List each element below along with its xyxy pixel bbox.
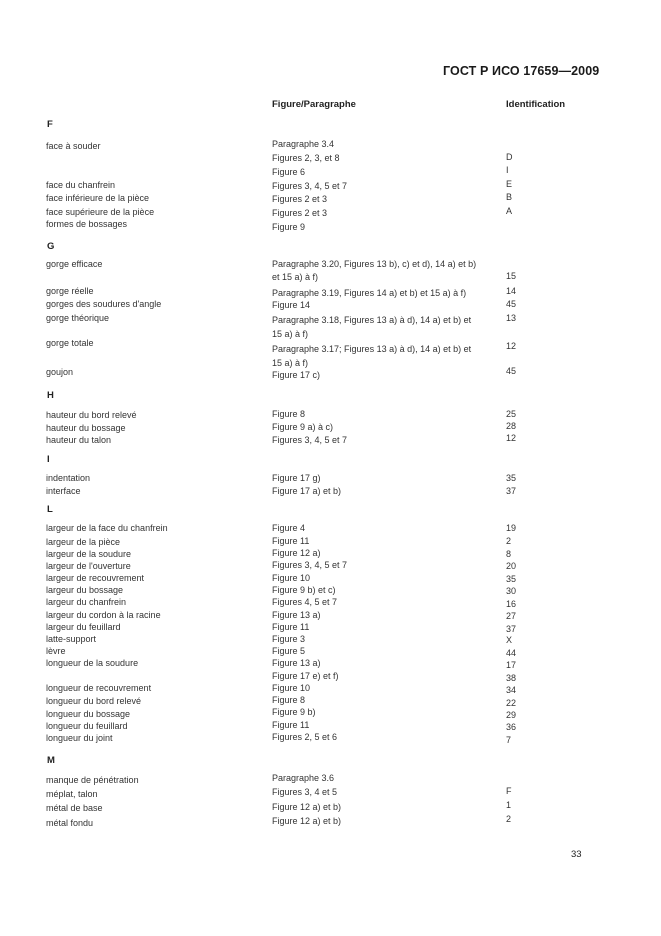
index-identification: 15 xyxy=(506,271,517,281)
index-identification: 7 xyxy=(506,735,512,745)
index-term: longueur du bossage xyxy=(46,709,131,719)
index-reference: 15 a) à f) xyxy=(272,329,309,339)
index-identification: 12 xyxy=(506,433,517,443)
index-term: formes de bossages xyxy=(46,219,128,229)
index-reference: Figure 9 b) et c) xyxy=(272,585,336,595)
index-reference: Paragraphe 3.17; Figures 13 a) à d), 14 a) et b) et xyxy=(272,344,472,354)
index-identification: E xyxy=(506,179,513,189)
index-identification: B xyxy=(506,192,513,202)
index-reference: Figure 12 a) xyxy=(272,548,321,558)
index-reference: Figure 6 xyxy=(272,167,306,177)
index-term: largeur du bossage xyxy=(46,585,124,595)
index-identification: 29 xyxy=(506,710,517,720)
index-term: longueur du bord relevé xyxy=(46,696,142,706)
index-identification: 27 xyxy=(506,611,517,621)
index-identification: 28 xyxy=(506,421,517,431)
index-reference: Figure 11 xyxy=(272,720,310,730)
index-identification: F xyxy=(506,786,512,796)
section-letter: G xyxy=(47,241,55,252)
index-reference: Figure 12 a) et b) xyxy=(272,816,342,826)
index-identification: 12 xyxy=(506,341,517,351)
index-identification: 8 xyxy=(506,549,512,559)
page-number: 33 xyxy=(571,849,582,860)
index-term: indentation xyxy=(46,473,91,483)
index-term: métal de base xyxy=(46,803,103,813)
index-identification: 37 xyxy=(506,624,517,634)
index-identification: 25 xyxy=(506,409,517,419)
index-term: gorge réelle xyxy=(46,286,94,296)
index-identification: D xyxy=(506,152,513,162)
index-identification: 35 xyxy=(506,574,517,584)
index-identification: I xyxy=(506,165,509,175)
index-identification: 22 xyxy=(506,698,517,708)
index-reference: Figure 13 a) xyxy=(272,658,321,668)
index-identification: 2 xyxy=(506,536,512,546)
index-reference: Figures 4, 5 et 7 xyxy=(272,597,338,607)
index-identification: 2 xyxy=(506,814,512,824)
index-reference: Figure 3 xyxy=(272,634,306,644)
index-term: goujon xyxy=(46,367,74,377)
index-reference: Figure 11 xyxy=(272,536,310,546)
section-letter: I xyxy=(47,454,50,465)
index-reference: Figure 14 xyxy=(272,300,311,310)
index-term: face du chanfrein xyxy=(46,180,116,190)
column-header-identification: Identification xyxy=(506,99,566,110)
index-identification: 14 xyxy=(506,286,517,296)
index-term: latte-support xyxy=(46,634,97,644)
index-term: largeur du cordon à la racine xyxy=(46,610,161,620)
index-term: largeur du feuillard xyxy=(46,622,121,632)
index-identification: 45 xyxy=(506,366,517,376)
index-term: lèvre xyxy=(46,646,66,656)
index-term: face inférieure de la pièce xyxy=(46,193,150,203)
section-letter: M xyxy=(47,755,55,766)
index-term: largeur de la pièce xyxy=(46,537,121,547)
index-reference: Paragraphe 3.18, Figures 13 a) à d), 14 a) et b) et xyxy=(272,315,472,325)
index-reference: Figures 3, 4 et 5 xyxy=(272,787,338,797)
index-term: interface xyxy=(46,486,81,496)
index-reference: Figure 12 a) et b) xyxy=(272,802,342,812)
index-identification: X xyxy=(506,635,513,645)
index-term: largeur de la face du chanfrein xyxy=(46,523,168,533)
index-reference: Figure 17 e) et f) xyxy=(272,671,339,681)
index-reference: Figure 17 g) xyxy=(272,473,321,483)
index-reference: Paragraphe 3.19, Figures 14 a) et b) et 15 a) à f) xyxy=(272,288,467,298)
index-identification: 13 xyxy=(506,313,517,323)
index-reference: et 15 a) à f) xyxy=(272,272,319,282)
index-identification: 35 xyxy=(506,473,517,483)
index-reference: Figure 8 xyxy=(272,695,306,705)
index-term: hauteur du bossage xyxy=(46,423,126,433)
index-term: largeur de l'ouverture xyxy=(46,561,131,571)
index-identification: 17 xyxy=(506,660,517,670)
index-reference: Figure 4 xyxy=(272,523,306,533)
index-reference: Figure 9 xyxy=(272,222,306,232)
index-identification: 16 xyxy=(506,599,517,609)
index-term: méplat, talon xyxy=(46,789,98,799)
index-term: manque de pénétration xyxy=(46,775,139,785)
index-identification: 19 xyxy=(506,523,517,533)
index-reference: Figure 9 b) xyxy=(272,707,316,717)
index-reference: Paragraphe 3.6 xyxy=(272,773,335,783)
index-reference: 15 a) à f) xyxy=(272,358,309,368)
index-term: longueur de la soudure xyxy=(46,658,139,668)
section-letter: H xyxy=(47,390,54,401)
index-term: face à souder xyxy=(46,141,101,151)
index-identification: 30 xyxy=(506,586,517,596)
index-identification: 20 xyxy=(506,561,517,571)
index-term: métal fondu xyxy=(46,818,94,828)
index-term: largeur de recouvrement xyxy=(46,573,145,583)
index-reference: Figures 3, 4, 5 et 7 xyxy=(272,435,348,445)
index-reference: Figures 3, 4, 5 et 7 xyxy=(272,181,348,191)
index-reference: Figures 2, 5 et 6 xyxy=(272,732,338,742)
index-term: gorge théorique xyxy=(46,313,110,323)
index-term: hauteur du bord relevé xyxy=(46,410,137,420)
index-identification: 34 xyxy=(506,685,517,695)
index-reference: Figure 10 xyxy=(272,573,311,583)
index-identification: 1 xyxy=(506,800,512,810)
document-title: ГОСТ Р ИСО 17659—2009 xyxy=(443,64,600,78)
column-header-reference: Figure/Paragraphe xyxy=(272,99,356,110)
index-reference: Figures 2 et 3 xyxy=(272,208,328,218)
index-term: gorge efficace xyxy=(46,259,103,269)
index-reference: Figure 17 c) xyxy=(272,370,321,380)
index-reference: Paragraphe 3.20, Figures 13 b), c) et d), 14 a) et b) xyxy=(272,259,477,269)
index-term: largeur de la soudure xyxy=(46,549,132,559)
index-identification: A xyxy=(506,206,513,216)
index-term: longueur du joint xyxy=(46,733,113,743)
index-identification: 44 xyxy=(506,648,517,658)
index-reference: Figure 11 xyxy=(272,622,310,632)
index-reference: Figure 5 xyxy=(272,646,306,656)
index-reference: Figures 2 et 3 xyxy=(272,194,328,204)
section-letter: F xyxy=(47,119,53,130)
section-letter: L xyxy=(47,504,53,515)
index-reference: Paragraphe 3.4 xyxy=(272,139,335,149)
index-term: gorges des soudures d'angle xyxy=(46,299,162,309)
index-reference: Figures 2, 3, et 8 xyxy=(272,153,340,163)
index-reference: Figure 13 a) xyxy=(272,610,321,620)
index-identification: 37 xyxy=(506,486,517,496)
index-term: gorge totale xyxy=(46,338,94,348)
index-reference: Figure 10 xyxy=(272,683,311,693)
index-term: longueur de recouvrement xyxy=(46,683,152,693)
index-reference: Figure 9 a) à c) xyxy=(272,422,334,432)
index-identification: 45 xyxy=(506,299,517,309)
index-identification: 36 xyxy=(506,722,517,732)
index-reference: Figures 3, 4, 5 et 7 xyxy=(272,560,348,570)
index-reference: Figure 17 a) et b) xyxy=(272,486,342,496)
index-identification: 38 xyxy=(506,673,517,683)
index-term: hauteur du talon xyxy=(46,435,112,445)
index-term: face supérieure de la pièce xyxy=(46,207,155,217)
index-reference: Figure 8 xyxy=(272,409,306,419)
index-term: largeur du chanfrein xyxy=(46,597,127,607)
index-term: longueur du feuillard xyxy=(46,721,128,731)
